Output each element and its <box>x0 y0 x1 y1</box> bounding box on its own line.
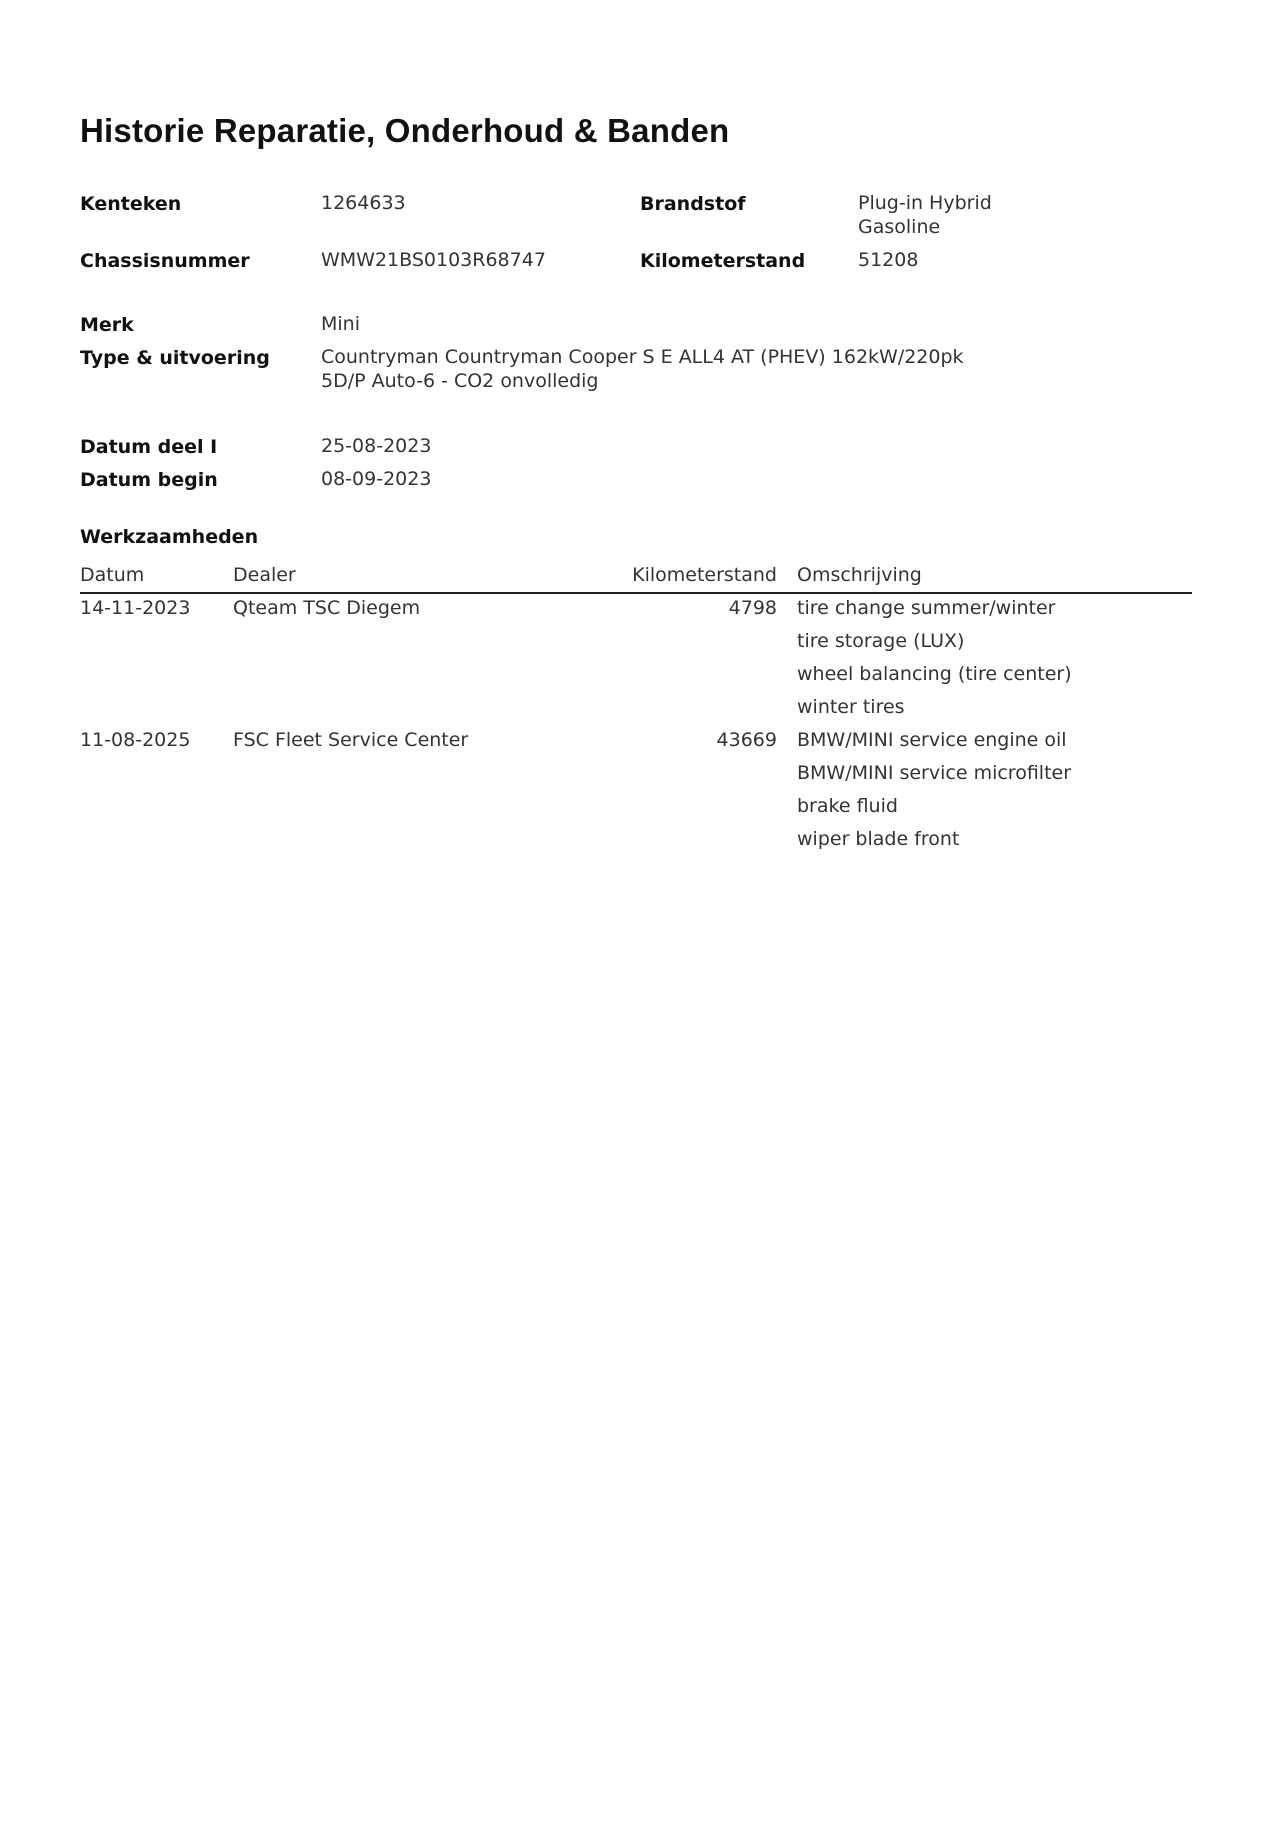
chassisnummer-label: Chassisnummer <box>80 250 250 272</box>
table-header-rule <box>80 592 1192 594</box>
list-item: BMW/MINI service microfilter <box>797 762 1072 784</box>
list-item: winter tires <box>797 696 905 718</box>
list-item: wiper blade front <box>797 828 960 850</box>
list-item: BMW/MINI service engine oil <box>797 729 1067 751</box>
page-title: Historie Reparatie, Onderhoud & Banden <box>80 112 730 149</box>
type-value-line1: Countryman Countryman Cooper S E ALL4 AT (PHEV) 162kW/220pk <box>321 346 964 368</box>
kilometerstand-value: 51208 <box>858 249 919 271</box>
brandstof-value-line2: Gasoline <box>858 216 941 238</box>
row-omschrijving-list <box>797 597 1072 729</box>
brandstof-label: Brandstof <box>640 193 746 215</box>
merk-value: Mini <box>321 313 360 335</box>
column-header-omschrijving: Omschrijving <box>797 564 922 586</box>
datum-deel-value: 25-08-2023 <box>321 435 432 457</box>
row-datum: 14-11-2023 <box>80 597 191 619</box>
datum-deel-label: Datum deel I <box>80 436 218 458</box>
datum-begin-value: 08-09-2023 <box>321 468 432 490</box>
column-header-kilometerstand: Kilometerstand <box>632 564 777 586</box>
list-item: brake fluid <box>797 795 898 817</box>
kilometerstand-label: Kilometerstand <box>640 250 806 272</box>
datum-begin-label: Datum begin <box>80 469 218 491</box>
type-value-line2: 5D/P Auto-6 - CO2 onvolledig <box>321 370 599 392</box>
row-dealer: FSC Fleet Service Center <box>233 729 469 751</box>
kenteken-label: Kenteken <box>80 193 182 215</box>
kenteken-value: 1264633 <box>321 192 406 214</box>
column-header-datum: Datum <box>80 564 145 586</box>
row-kilometerstand: 43669 <box>716 729 777 751</box>
list-item: tire change summer/winter <box>797 597 1056 619</box>
merk-label: Merk <box>80 314 134 336</box>
row-omschrijving-list <box>797 729 1071 861</box>
type-label: Type & uitvoering <box>80 347 270 369</box>
row-kilometerstand: 4798 <box>728 597 777 619</box>
brandstof-value-line1: Plug-in Hybrid <box>858 192 992 214</box>
list-item: wheel balancing (tire center) <box>797 663 1072 685</box>
chassisnummer-value: WMW21BS0103R68747 <box>321 249 546 271</box>
werkzaamheden-title: Werkzaamheden <box>80 526 259 548</box>
row-datum: 11-08-2025 <box>80 729 191 751</box>
column-header-dealer: Dealer <box>233 564 296 586</box>
row-dealer: Qteam TSC Diegem <box>233 597 421 619</box>
list-item: tire storage (LUX) <box>797 630 965 652</box>
